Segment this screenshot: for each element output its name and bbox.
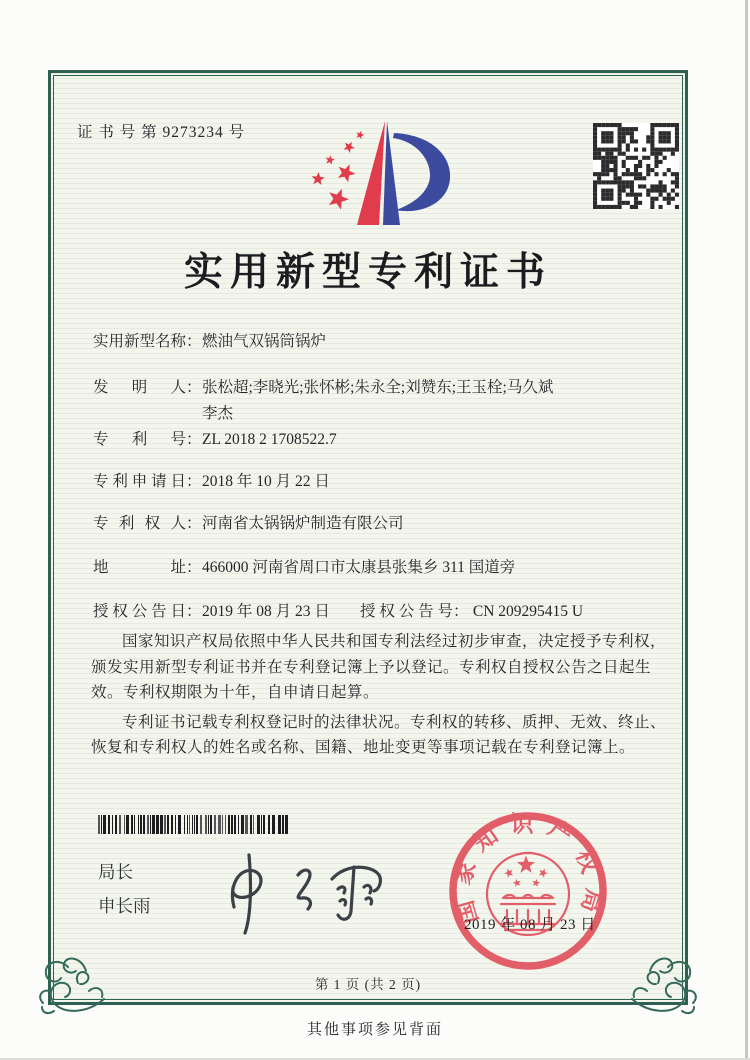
legal-text <box>91 629 669 765</box>
inventors-line2: 李杰 <box>202 405 234 422</box>
certificate-title: 实用新型专利证书 <box>183 251 552 294</box>
field-address: 地址 ： 466000 河南省周口市太康县张集乡 311 国道旁 <box>93 559 516 576</box>
certificate-number: 证 书 号 第 9273234 号 <box>77 124 246 141</box>
corner-flourish-icon <box>630 947 702 1019</box>
page-number: 第 1 页 (共 2 页) <box>314 977 422 992</box>
legal-paragraph-1: 国家知识产权局依照中华人民共和国专利法经过初步审查，决定授予专利权，颁发实用新型专利证书并在专利登记簿上予以登记。专利权自授权公告之日起生效。专利权期限为十年，自申请日起算。 <box>91 633 667 701</box>
qr-code <box>593 123 679 209</box>
seal-date: 2019 年 08 月 23 日 <box>464 917 596 933</box>
officer-name: 申长雨 <box>98 896 151 916</box>
svg-text:国家知识产权局: 国家知识产权局 <box>449 811 607 927</box>
certificate-frame <box>48 70 688 1005</box>
certificate-fields <box>93 329 668 625</box>
barcode <box>98 815 288 834</box>
officer-title: 局长 <box>98 862 133 882</box>
scan-edge-shadow <box>745 0 748 1060</box>
field-filing-date: 专利申请日 ： 2018 年 10 月 22 日 <box>93 473 330 490</box>
back-note: 其他事项参见背面 <box>306 1022 443 1038</box>
field-grant-date-and-number: 授权公告日 ： 2019 年 08 月 23 日 授权公告号： CN 209295415 U <box>93 599 668 625</box>
minister-signature <box>214 845 404 937</box>
field-utility-model-name: 实用新型名称 ： 燃油气双锅筒锅炉 <box>93 333 327 350</box>
field-grant-number: 授权公告号： CN 209295415 U <box>360 603 584 620</box>
field-patent-number: 专利号 ： ZL 2018 2 1708522.7 <box>93 431 337 448</box>
cnipa-logo-icon <box>297 113 467 241</box>
officer-block <box>98 859 151 927</box>
legal-paragraph-2: 专利证书记载专利权登记时的法律状况。专利权的转移、质押、无效、终止、恢复和专利权人的姓名或名称、国籍、地址变更等事项记载在专利登记簿上。 <box>91 713 667 756</box>
field-patentee: 专利权人 ： 河南省太锅锅炉制造有限公司 <box>93 515 404 532</box>
corner-flourish-icon <box>34 947 106 1019</box>
field-inventors: 发明人 ： 张松超;李晓光;张怀彬;朱永全;刘赞东;王玉栓;马久斌 李杰 <box>93 379 554 422</box>
official-seal <box>443 806 613 976</box>
